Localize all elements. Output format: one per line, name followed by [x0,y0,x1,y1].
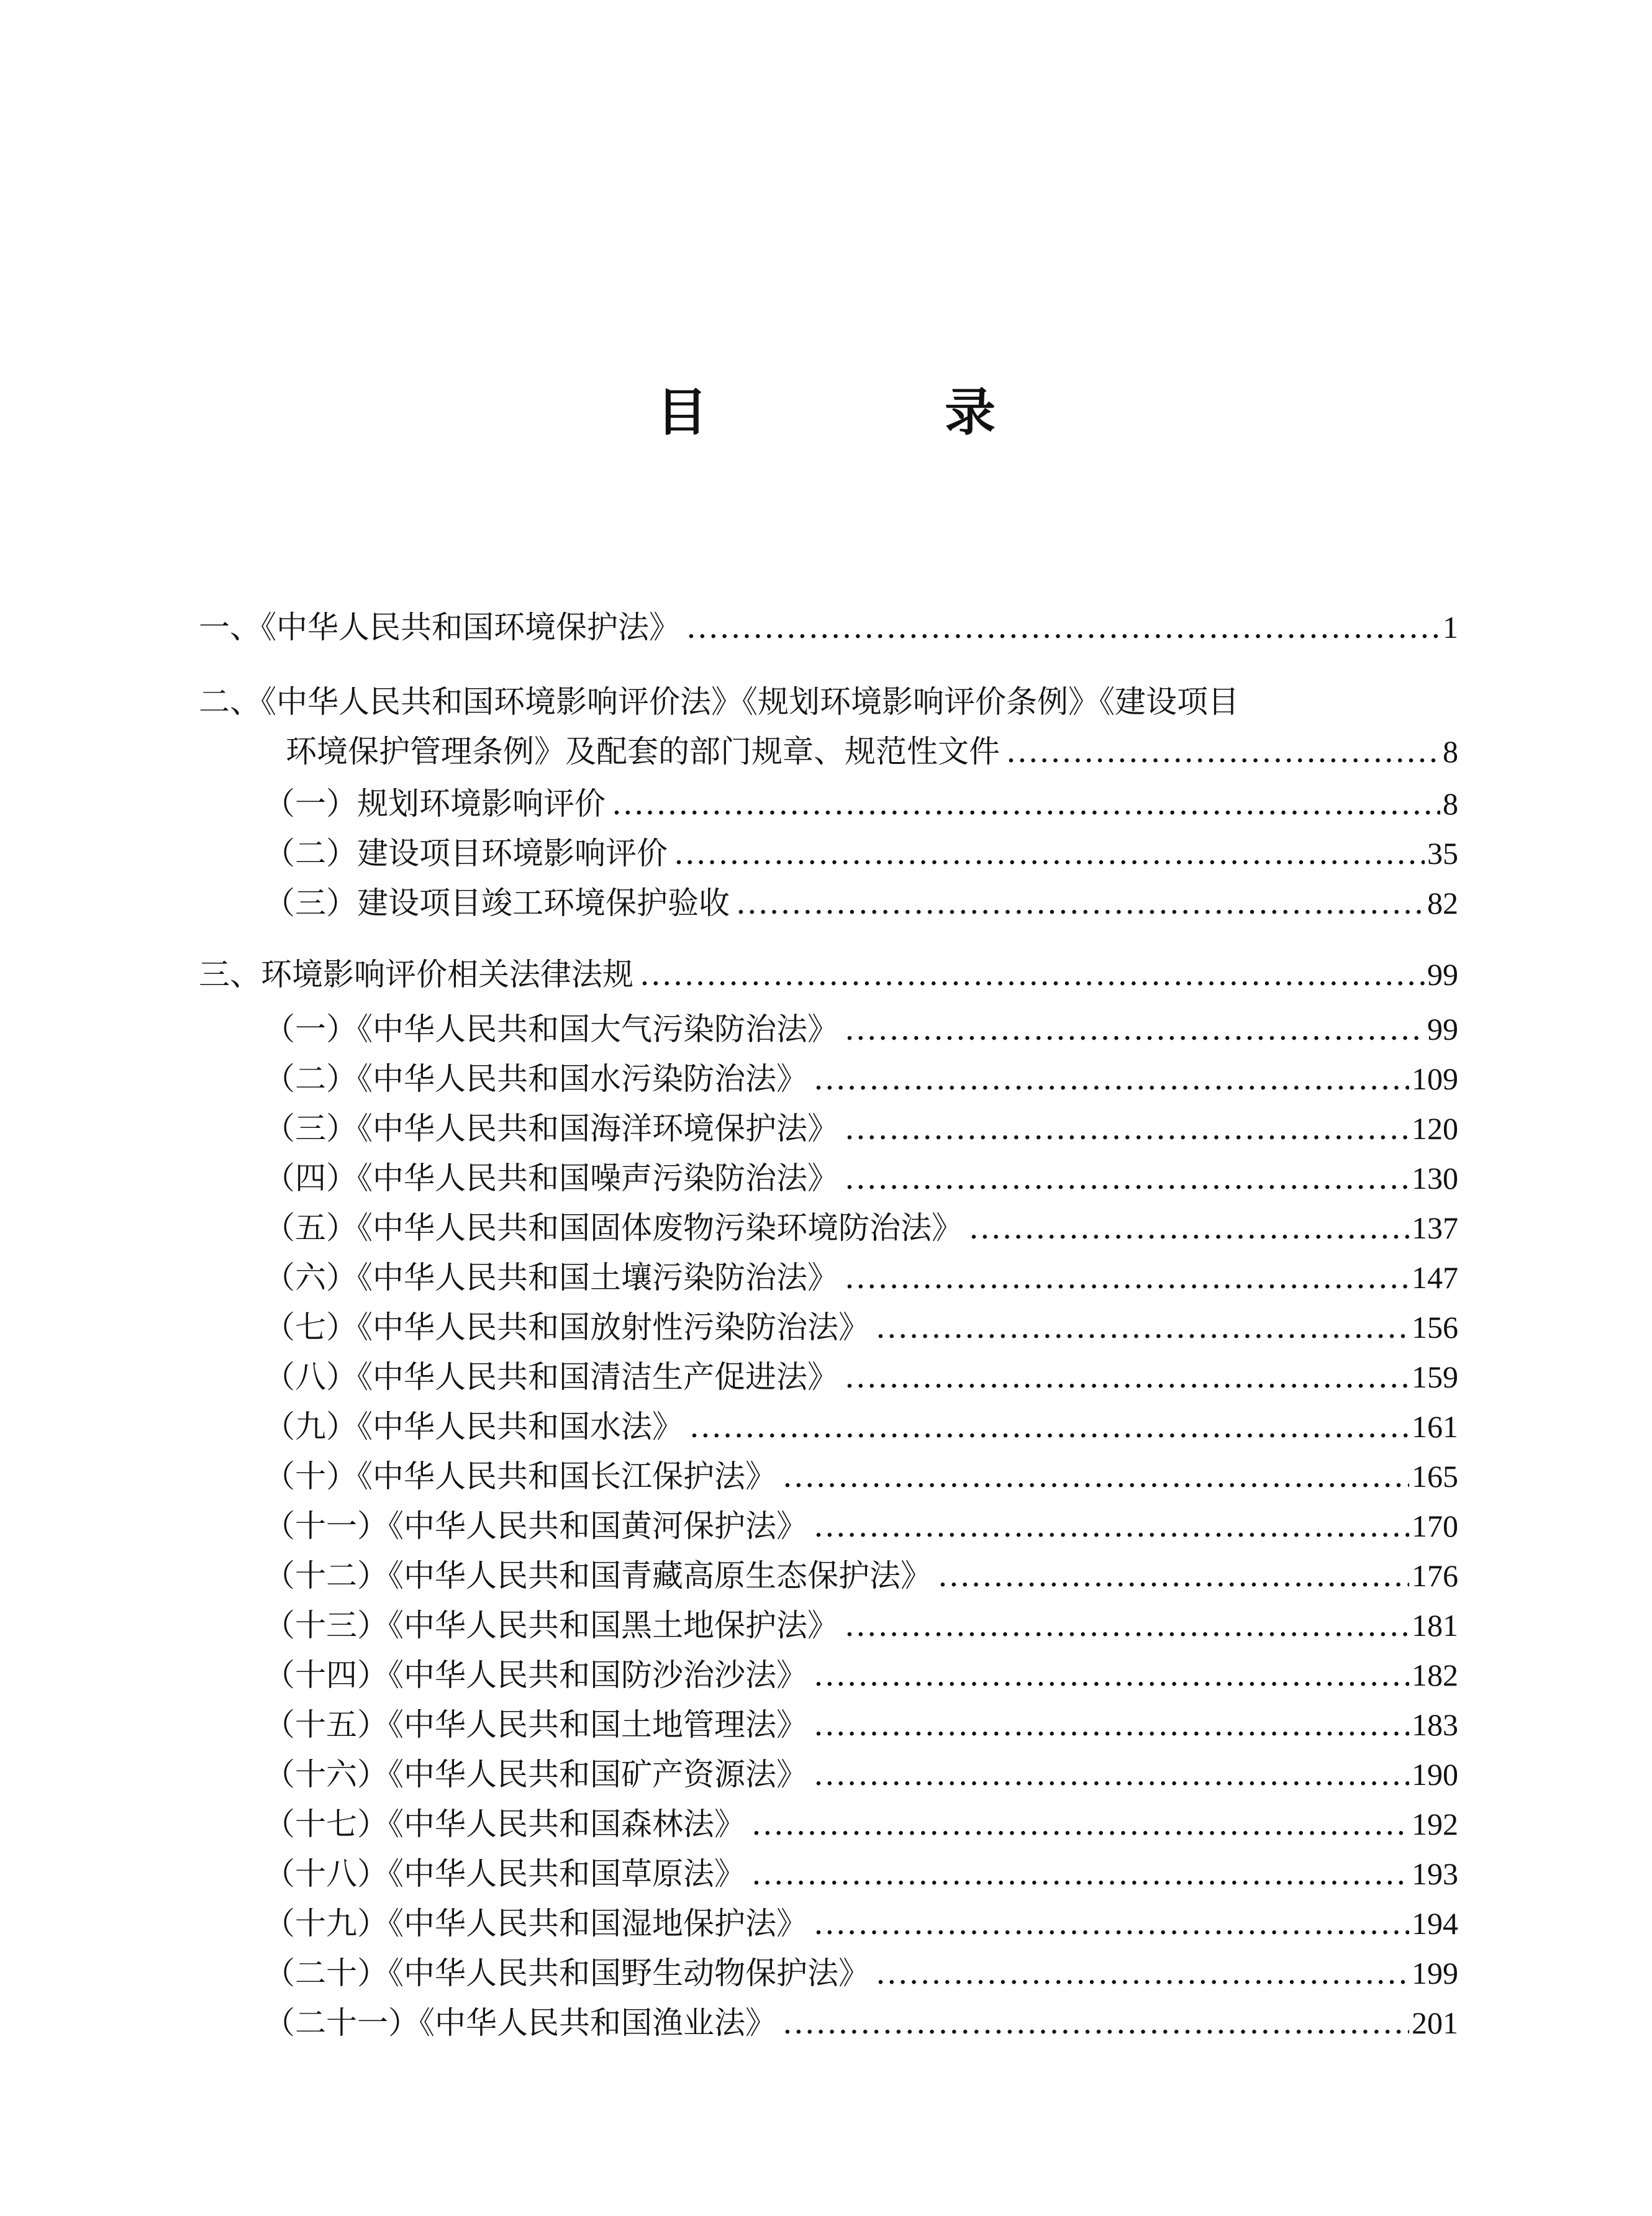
toc-entry-3-18[interactable] [264,1852,1458,1896]
toc-entry-3-15[interactable] [264,1703,1458,1746]
toc-entry-label: （十五）《中华人民共和国土地管理法》 [264,1707,807,1743]
toc-entry-3-17[interactable] [264,1802,1458,1846]
toc-entry-page: 161 [1412,1409,1458,1444]
dot-leader [814,1703,1409,1746]
dot-leader [814,1057,1409,1101]
toc-entry-page: 35 [1427,836,1458,871]
toc-entry-page: 194 [1412,1906,1458,1941]
toc-entry-page: 8 [1443,734,1458,769]
dot-leader [845,1355,1409,1399]
toc-entry-label: （十七）《中华人民共和国森林法》 [264,1806,745,1842]
toc-entry-3-21[interactable] [264,2001,1458,2045]
toc-entry-2-3[interactable] [264,881,1458,925]
toc-entry-3-16[interactable] [264,1753,1458,1796]
toc-entry-label: （十）《中华人民共和国长江保护法》 [264,1458,776,1494]
dot-leader [938,1554,1409,1597]
dot-leader [876,1951,1409,1995]
toc-entry-label: （三）建设项目竣工环境保护验收 [264,885,730,921]
dot-leader [814,1504,1409,1548]
toc-entry-label: （二十）《中华人民共和国野生动物保护法》 [264,1955,869,1991]
toc-entry-label: （八）《中华人民共和国清洁生产促进法》 [264,1359,838,1395]
toc-entry-label: （二）建设项目环境影响评价 [264,835,668,871]
dot-leader [814,1653,1409,1697]
toc-entry-page: 165 [1412,1459,1458,1494]
toc-entry-3-8[interactable] [264,1355,1458,1399]
toc-entry-page: 182 [1412,1658,1458,1692]
toc-entry-label: （十六）《中华人民共和国矿产资源法》 [264,1756,807,1792]
toc-entry-page: 156 [1412,1310,1458,1345]
toc-entry-3-2[interactable] [264,1057,1458,1101]
dot-leader [640,953,1425,996]
dot-leader [845,1107,1409,1150]
toc-entry-label: （十四）《中华人民共和国防沙治沙法》 [264,1657,807,1693]
dot-leader [736,881,1425,925]
toc-entry-page: 192 [1412,1807,1458,1841]
toc-entry-3-5[interactable] [264,1206,1458,1250]
toc-entry-3-1[interactable] [264,1007,1458,1051]
toc-entry-page: 190 [1412,1757,1458,1792]
toc-entry-page: 99 [1427,957,1458,992]
toc-entry-label: （十一）《中华人民共和国黄河保护法》 [264,1508,807,1544]
toc-entry-label: （十三）《中华人民共和国黑土地保护法》 [264,1607,838,1643]
toc-entry-label: （七）《中华人民共和国放射性污染防治法》 [264,1309,869,1345]
toc-entry-label: （二）《中华人民共和国水污染防治法》 [264,1061,807,1097]
toc-entry-2-1[interactable] [264,782,1458,825]
toc-entry-label: （一）《中华人民共和国大气污染防治法》 [264,1011,838,1047]
toc-entry-label: （十八）《中华人民共和国草原法》 [264,1856,745,1892]
toc-entry-3-3[interactable] [264,1107,1458,1150]
toc-entry-page: 8 [1443,786,1458,821]
toc-entry-label: 三、环境影响评价相关法律法规 [199,956,633,992]
dot-leader [751,1802,1409,1846]
dot-leader [876,1306,1409,1349]
dot-leader [845,1256,1409,1299]
toc-entry-3-6[interactable] [264,1256,1458,1299]
toc-entry-3-14[interactable] [264,1653,1458,1697]
dot-leader [969,1206,1409,1250]
toc-entry-label: （六）《中华人民共和国土壤污染防治法》 [264,1260,838,1296]
dot-leader [845,1604,1409,1647]
toc-entry-section-2[interactable] [286,730,1458,773]
dot-leader [686,606,1440,649]
toc-entry-page: 82 [1427,886,1458,920]
toc-entry-page: 193 [1412,1856,1458,1891]
toc-entry-label: （二十一）《中华人民共和国渔业法》 [264,2005,776,2041]
dot-leader [814,1753,1409,1796]
toc-entry-page: 147 [1412,1260,1458,1295]
toc-entry-label: 环境保护管理条例》及配套的部门规章、规范性文件 [286,733,1000,770]
toc-entry-label: （一）规划环境影响评价 [264,786,606,822]
toc-entry-page: 176 [1412,1558,1458,1593]
toc-entry-label: （三）《中华人民共和国海洋环境保护法》 [264,1110,838,1147]
toc-entry-label: （五）《中华人民共和国固体废物污染环境防治法》 [264,1210,963,1246]
toc-entry-3-19[interactable] [264,1902,1458,1945]
toc-entry-page: 199 [1412,1956,1458,1991]
dot-leader [1006,730,1440,773]
toc-entry-page: 170 [1412,1509,1458,1543]
dot-leader [783,1455,1409,1498]
toc-entry-page: 159 [1412,1360,1458,1394]
toc-entry-3-20[interactable] [264,1951,1458,1995]
toc-entry-3-10[interactable] [264,1455,1458,1498]
toc-entry-page: 120 [1412,1111,1458,1146]
toc-entry-label: （十二）《中华人民共和国青藏高原生态保护法》 [264,1558,932,1594]
dot-leader [751,1852,1409,1896]
toc-entry-label: 一、《中华人民共和国环境保护法》 [199,609,680,645]
toc-entry-section-3[interactable] [199,953,1458,996]
toc-entry-page: 130 [1412,1161,1458,1196]
toc-entry-3-13[interactable] [264,1604,1458,1647]
toc-entry-page: 181 [1412,1608,1458,1643]
toc-entry-section-1[interactable] [199,606,1458,649]
toc-entry-label: （十九）《中华人民共和国湿地保护法》 [264,1905,807,1941]
toc-entry-section-2-line1[interactable]: 二、《中华人民共和国环境影响评价法》《规划环境影响评价条例》《建设项目 [199,684,1239,720]
toc-entry-page: 183 [1412,1707,1458,1742]
toc-entry-3-4[interactable] [264,1156,1458,1200]
toc-entry-page: 201 [1412,2005,1458,2040]
toc-entry-label: （四）《中华人民共和国噪声污染防治法》 [264,1160,838,1196]
toc-entry-2-2[interactable] [264,832,1458,875]
dot-leader [845,1007,1425,1051]
toc-entry-3-12[interactable] [264,1554,1458,1597]
toc-entry-page: 1 [1443,610,1458,645]
toc-entry-page: 109 [1412,1061,1458,1096]
toc-entry-label: （九）《中华人民共和国水法》 [264,1409,683,1445]
dot-leader [845,1156,1409,1200]
toc-entry-3-9[interactable] [264,1405,1458,1448]
toc-entry-3-11[interactable] [264,1504,1458,1548]
toc-entry-page: 137 [1412,1210,1458,1245]
dot-leader [674,832,1425,875]
dot-leader [612,782,1440,825]
page-title: 目 录 [656,383,1089,442]
toc-entry-3-7[interactable] [264,1306,1458,1349]
dot-leader [689,1405,1409,1448]
dot-leader [814,1902,1409,1945]
dot-leader [783,2001,1409,2045]
toc-entry-page: 99 [1427,1012,1458,1047]
